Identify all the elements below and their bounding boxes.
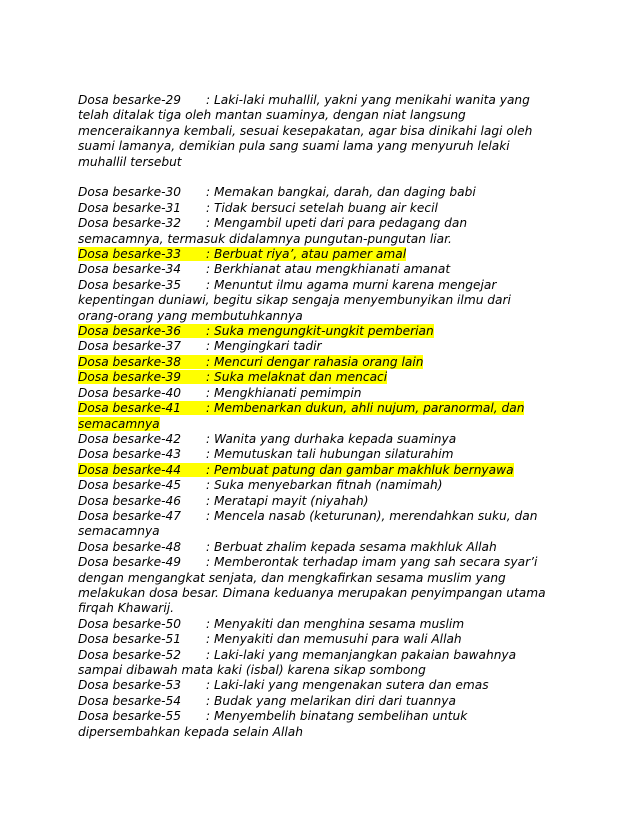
entry-description: : Menuntut ilmu agama murni karena mengejar <box>206 277 497 292</box>
entry-label: Dosa besarke-37 <box>78 339 182 354</box>
entry-text <box>78 432 456 446</box>
list-item <box>78 648 556 679</box>
entry-continuation <box>78 586 556 601</box>
entry-text <box>78 555 537 569</box>
document-body <box>78 93 556 740</box>
entry-description: : Laki-laki muhallil, yakni yang menikahi wanita yang <box>206 93 530 107</box>
list-item <box>78 401 556 432</box>
entry-continuation-text: semacamnya <box>78 416 160 431</box>
entry-first-line <box>78 447 556 462</box>
entry-text <box>78 201 438 215</box>
entry-continuation <box>78 417 556 432</box>
list-item <box>78 617 556 632</box>
entry-text <box>78 262 450 276</box>
list-item <box>78 247 556 262</box>
list-item <box>78 709 556 740</box>
entry-label: Dosa besarke-35 <box>78 277 182 292</box>
entry-first-line <box>78 93 556 108</box>
entry-label: Dosa besarke-49 <box>78 555 182 570</box>
highlighted-text <box>78 324 434 338</box>
entry-text <box>78 694 456 708</box>
entry-label: Dosa besarke-30 <box>78 185 182 200</box>
entry-continuation-text: kepentingan duniawi, begitu sikap sengaja menyembunyikan ilmu dari <box>78 293 511 308</box>
entry-continuation <box>78 139 556 154</box>
list-item <box>78 370 556 385</box>
entry-description: : Laki-laki yang mengenakan sutera dan emas <box>206 678 489 693</box>
list-item <box>78 278 556 324</box>
entry-text <box>78 540 497 554</box>
entry-continuation <box>78 232 556 247</box>
list-item <box>78 632 556 647</box>
entry-first-line <box>78 617 556 632</box>
entry-description: : Berbuat zhalim kepada sesama makhluk Allah <box>206 539 497 554</box>
highlighted-text <box>78 355 423 369</box>
entry-continuation <box>78 124 556 139</box>
entry-continuation <box>78 663 556 678</box>
list-item <box>78 386 556 401</box>
list-item <box>78 216 556 247</box>
entry-description: : Membenarkan dukun, ahli nujum, paranormal, dan <box>206 401 525 416</box>
entry-description: : Budak yang melarikan diri dari tuannya <box>206 693 456 708</box>
entry-description: : Suka menyebarkan fitnah (namimah) <box>206 478 443 493</box>
entry-label: Dosa besarke-50 <box>78 616 182 631</box>
entry-continuation-text: telah ditalak tiga oleh mantan suaminya, dengan niat langsung <box>78 108 466 123</box>
entry-description: : Menyakiti dan menghina sesama muslim <box>206 616 465 631</box>
entry-text <box>78 478 442 492</box>
entry-label: Dosa besarke-46 <box>78 493 182 508</box>
entry-description: : Memakan bangkai, darah, dan daging babi <box>206 185 476 200</box>
entry-continuation-text: dipersembahkan kepada selain Allah <box>78 724 303 739</box>
entry-label: Dosa besarke-52 <box>78 647 182 662</box>
entry-label: Dosa besarke-42 <box>78 431 182 446</box>
entry-continuation <box>78 293 556 308</box>
list-item <box>78 478 556 493</box>
entry-label: Dosa besarke-36 <box>78 324 182 339</box>
entry-label: Dosa besarke-31 <box>78 200 182 215</box>
entry-text <box>78 185 476 199</box>
list-item <box>78 185 556 200</box>
entry-description: : Wanita yang durhaka kepada suaminya <box>206 431 457 446</box>
entry-label: Dosa besarke-40 <box>78 385 182 400</box>
entry-first-line <box>78 247 556 262</box>
list-item <box>78 432 556 447</box>
entry-label: Dosa besarke-53 <box>78 678 182 693</box>
list-item <box>78 324 556 339</box>
entry-description: : Tidak bersuci setelah buang air kecil <box>206 200 438 215</box>
highlighted-text <box>78 370 387 384</box>
list-item <box>78 494 556 509</box>
entry-first-line <box>78 540 556 555</box>
entry-description: : Menyakiti dan memusuhi para wali Allah <box>206 632 462 647</box>
entry-continuation-text: semacamnya <box>78 524 160 539</box>
entry-text <box>78 447 453 461</box>
entry-first-line <box>78 370 556 385</box>
list-item <box>78 678 556 693</box>
entry-first-line <box>78 463 556 478</box>
entry-description: : Memberontak terhadap imam yang sah secara syar’i <box>206 555 538 570</box>
entry-label: Dosa besarke-33 <box>78 247 182 262</box>
entry-first-line <box>78 555 556 570</box>
entry-first-line <box>78 278 556 293</box>
entry-continuation-text: sampai dibawah mata kaki (isbal) karena sikap sombong <box>78 663 426 678</box>
entry-continuation <box>78 155 556 170</box>
entry-text <box>78 678 489 692</box>
entry-label: Dosa besarke-47 <box>78 508 182 523</box>
entry-continuation <box>78 601 556 616</box>
list-item <box>78 93 556 170</box>
list-item <box>78 339 556 354</box>
entry-continuation-text: firqah Khawarij. <box>78 601 174 616</box>
list-item <box>78 463 556 478</box>
entry-first-line <box>78 355 556 370</box>
entry-description: : Berbuat riya’, atau pamer amal <box>206 247 407 262</box>
entry-label: Dosa besarke-29 <box>78 93 182 107</box>
entry-label: Dosa besarke-34 <box>78 262 182 277</box>
entry-text <box>78 386 362 400</box>
entry-continuation <box>78 725 556 740</box>
entry-continuation-text: orang-orang yang membutuhkannya <box>78 308 303 323</box>
entry-label: Dosa besarke-55 <box>78 709 182 724</box>
entry-label: Dosa besarke-43 <box>78 447 182 462</box>
entry-continuation-text: melakukan dosa besar. Dimana keduanya merupakan penyimpangan utama <box>78 585 546 600</box>
entry-description: : Suka melaknat dan mencaci <box>206 370 388 385</box>
entry-first-line <box>78 386 556 401</box>
entry-label: Dosa besarke-41 <box>78 401 182 416</box>
entry-label: Dosa besarke-54 <box>78 693 182 708</box>
entry-first-line <box>78 648 556 663</box>
highlighted-text <box>78 247 406 261</box>
entry-first-line <box>78 401 556 416</box>
entry-text <box>78 509 537 523</box>
entry-description: : Suka mengungkit-ungkit pemberian <box>206 324 434 339</box>
entry-first-line <box>78 201 556 216</box>
entry-continuation <box>78 108 556 123</box>
entry-label: Dosa besarke-32 <box>78 216 182 231</box>
entry-first-line <box>78 709 556 724</box>
entry-first-line <box>78 216 556 231</box>
entry-continuation-text: semacamnya, termasuk didalamnya pungutan-pungutan liar. <box>78 231 452 246</box>
entry-description: : Laki-laki yang memanjangkan pakaian bawahnya <box>206 647 517 662</box>
entry-description: : Memutuskan tali hubungan silaturahim <box>206 447 454 462</box>
entry-first-line <box>78 678 556 693</box>
entry-text <box>78 648 516 662</box>
entry-text <box>78 278 496 292</box>
entry-continuation <box>78 571 556 586</box>
entry-label: Dosa besarke-39 <box>78 370 182 385</box>
entry-description: : Pembuat patung dan gambar makhluk bernyawa <box>206 462 514 477</box>
entry-first-line <box>78 509 556 524</box>
entry-description: : Mencela nasab (keturunan), merendahkan suku, dan <box>206 508 538 523</box>
entry-first-line <box>78 185 556 200</box>
entry-continuation-text: dengan mengangkat senjata, dan mengkafirkan sesama muslim yang <box>78 570 506 585</box>
entry-first-line <box>78 494 556 509</box>
list-item <box>78 555 556 617</box>
entry-first-line <box>78 339 556 354</box>
entry-continuation <box>78 524 556 539</box>
list-item <box>78 509 556 540</box>
list-item <box>78 694 556 709</box>
highlighted-text <box>78 401 524 415</box>
entry-text <box>78 494 369 508</box>
list-item <box>78 540 556 555</box>
highlighted-text <box>78 463 514 477</box>
entry-description: : Mengambil upeti dari para pedagang dan <box>206 216 468 231</box>
paragraph-gap <box>78 170 556 185</box>
entry-description: : Berkhianat atau mengkhianati amanat <box>206 262 451 277</box>
entry-description: : Mengingkari tadir <box>206 339 322 354</box>
entry-continuation-text: suami lamanya, demikian pula sang suami lama yang menyuruh lelaki <box>78 139 510 154</box>
entry-description: : Mencuri dengar rahasia orang lain <box>206 354 424 369</box>
entry-continuation-text: muhallil tersebut <box>78 154 182 169</box>
entry-first-line <box>78 432 556 447</box>
entry-description: : Meratapi mayit (niyahah) <box>206 493 369 508</box>
list-item <box>78 447 556 462</box>
entry-first-line <box>78 324 556 339</box>
entry-label: Dosa besarke-48 <box>78 539 182 554</box>
entry-first-line <box>78 694 556 709</box>
entry-text <box>78 617 464 631</box>
list-item <box>78 201 556 216</box>
entry-first-line <box>78 632 556 647</box>
entry-description: : Mengkhianati pemimpin <box>206 385 362 400</box>
entry-label: Dosa besarke-38 <box>78 354 182 369</box>
entry-continuation-text: menceraikannya kembali, sesuai kesepakatan, agar bisa dinikahi lagi oleh <box>78 123 533 138</box>
entry-first-line <box>78 478 556 493</box>
entry-text <box>78 709 467 723</box>
list-item <box>78 355 556 370</box>
entry-first-line <box>78 262 556 277</box>
entry-label: Dosa besarke-51 <box>78 632 182 647</box>
entry-label: Dosa besarke-44 <box>78 462 182 477</box>
entry-continuation <box>78 309 556 324</box>
entry-text <box>78 632 462 646</box>
entry-description: : Menyembelih binatang sembelihan untuk <box>206 709 468 724</box>
list-item <box>78 262 556 277</box>
entry-text <box>78 93 530 107</box>
entry-label: Dosa besarke-45 <box>78 478 182 493</box>
entry-text <box>78 339 321 353</box>
entry-text <box>78 216 467 230</box>
